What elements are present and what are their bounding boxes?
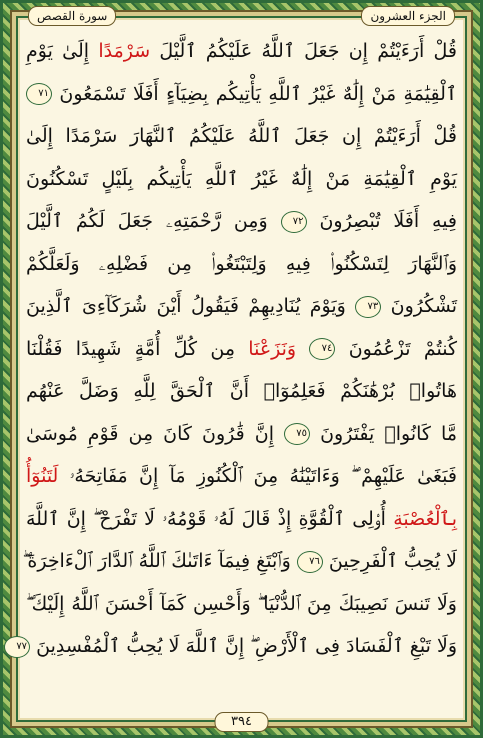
verse-text: إِنَّ قَٰرُونَ كَانَ مِن قَوْمِ مُوسَىٰ <box>26 422 274 445</box>
text-line <box>16 625 457 668</box>
verse-text: قُلْ أَرَءَيْتُمْ إِن جَعَلَ ٱللَّهُ عَلَيْكُمُ ٱلَّيْلَ <box>150 40 458 62</box>
verse-text: وَمِن رَّحْمَتِهِۦ جَعَلَ لَكُمُ ٱلَّيْلَ <box>26 210 268 232</box>
verse-text: مِن كُلِّ أُمَّةٍ شَهِيدًا فَقُلْنَا <box>26 337 249 360</box>
verse-text: وَلَا تَنسَ نَصِيبَكَ مِنَ ٱلدُّنْيَا ۖ وَأَحْسِن كَمَآ أَحْسَنَ ٱللَّهُ إِلَيْكَ ۖ <box>26 592 457 615</box>
text-line <box>26 413 457 456</box>
text-line <box>26 370 457 413</box>
verse-text: وَٱلنَّهَارَ لِتَسْكُنُوا۟ فِيهِ وَلِتَبْتَغُوا۟ مِن فَضْلِهِۦ وَلَعَلَّكُمْ <box>26 252 457 275</box>
surah-name-label: سورة القصص <box>28 6 116 26</box>
page-header <box>22 6 461 26</box>
verse-text: تَشْكُرُونَ <box>390 295 457 317</box>
ayah-number-marker: ٧٤ <box>309 338 335 360</box>
text-line <box>26 498 457 541</box>
page-number: ٣٩٤ <box>214 712 269 732</box>
verse-text: كُنتُمْ تَزْعُمُونَ <box>348 337 458 360</box>
verse-text: قُلْ أَرَءَيْتُمْ إِن جَعَلَ ٱللَّهُ عَلَيْكُمُ ٱلنَّهَارَ سَرْمَدًا إِلَىٰ <box>26 125 457 147</box>
juz-label: الجزء العشرون <box>361 6 455 26</box>
highlighted-word: لَتَنُوٓأُ <box>26 465 59 487</box>
text-line <box>26 285 457 328</box>
text-line <box>26 243 457 286</box>
text-line <box>26 73 457 116</box>
highlighted-word: بِٱلْعُصْبَةِ <box>393 507 457 530</box>
ayah-number-marker: ٧٦ <box>297 551 323 573</box>
verse-text: لَا يُحِبُّ ٱلْفَرِحِينَ <box>328 550 457 572</box>
text-line <box>22 540 457 583</box>
text-line <box>26 200 457 243</box>
ayah-number-marker: ٧٧ <box>4 636 30 658</box>
text-line <box>26 30 457 73</box>
highlighted-word: وَنَزَعْنَا <box>248 337 297 360</box>
highlighted-word: سَرْمَدًا <box>98 40 151 62</box>
verse-text: مَّا كَانُوا۟ يَفْتَرُونَ <box>320 422 457 445</box>
verse-text: وَيَوْمَ يُنَادِيهِمْ فَيَقُولُ أَيْنَ شُرَكَآءِىَ ٱلَّذِينَ <box>26 295 346 317</box>
verse-text: يَوْمِ ٱلْقِيَٰمَةِ مَنْ إِلَٰهٌ غَيْرُ ٱللَّهِ يَأْتِيكُم بِلَيْلٍ تَسْكُنُونَ <box>26 167 457 190</box>
text-line <box>26 115 457 158</box>
ayah-number-marker: ٧٣ <box>355 296 381 318</box>
text-line <box>26 455 457 498</box>
text-line <box>26 158 457 201</box>
verse-text: هَاتُوا۟ بُرْهَٰنَكُمْ فَعَلِمُوٓا۟ أَنَّ ٱلْحَقَّ لِلَّهِ وَضَلَّ عَنْهُم <box>26 380 457 402</box>
verse-text: وَلَا تَبْغِ ٱلْفَسَادَ فِى ٱلْأَرْضِ ۖ إِنَّ ٱللَّهَ لَا يُحِبُّ ٱلْمُفْسِدِينَ <box>36 635 457 657</box>
verse-text: فَبَغَىٰ عَلَيْهِمْ ۖ وَءَاتَيْنَٰهُ مِنَ ٱلْكُنُوزِ مَآ إِنَّ مَفَاتِحَهُۥ <box>58 465 457 487</box>
quran-text <box>16 30 458 702</box>
verse-text: فِيهِ أَفَلَا تُبْصِرُونَ <box>319 210 458 232</box>
verse-text: إِلَىٰ يَوْمِ <box>26 40 99 62</box>
verse-text: أُو۟لِى ٱلْقُوَّةِ إِذْ قَالَ لَهُۥ قَوْمُهُۥ لَا تَفْرَحْ ۖ إِنَّ ٱللَّهَ <box>26 507 394 530</box>
verse-text: ٱلْقِيَٰمَةِ مَنْ إِلَٰهٌ غَيْرُ ٱللَّهِ يَأْتِيكُم بِضِيَآءٍ أَفَلَا تَسْمَعُونَ <box>59 82 457 105</box>
ayah-number-marker: ٧٥ <box>284 423 310 445</box>
text-line <box>26 328 457 371</box>
ayah-number-marker: ٧١ <box>26 83 52 105</box>
verse-text: وَٱبْتَغِ فِيمَآ ءَاتَىٰكَ ٱللَّهُ ٱلدَّارَ ٱلْءَاخِرَةَ ۖ <box>22 550 291 572</box>
text-line <box>26 583 457 626</box>
ayah-number-marker: ٧٢ <box>281 211 307 233</box>
